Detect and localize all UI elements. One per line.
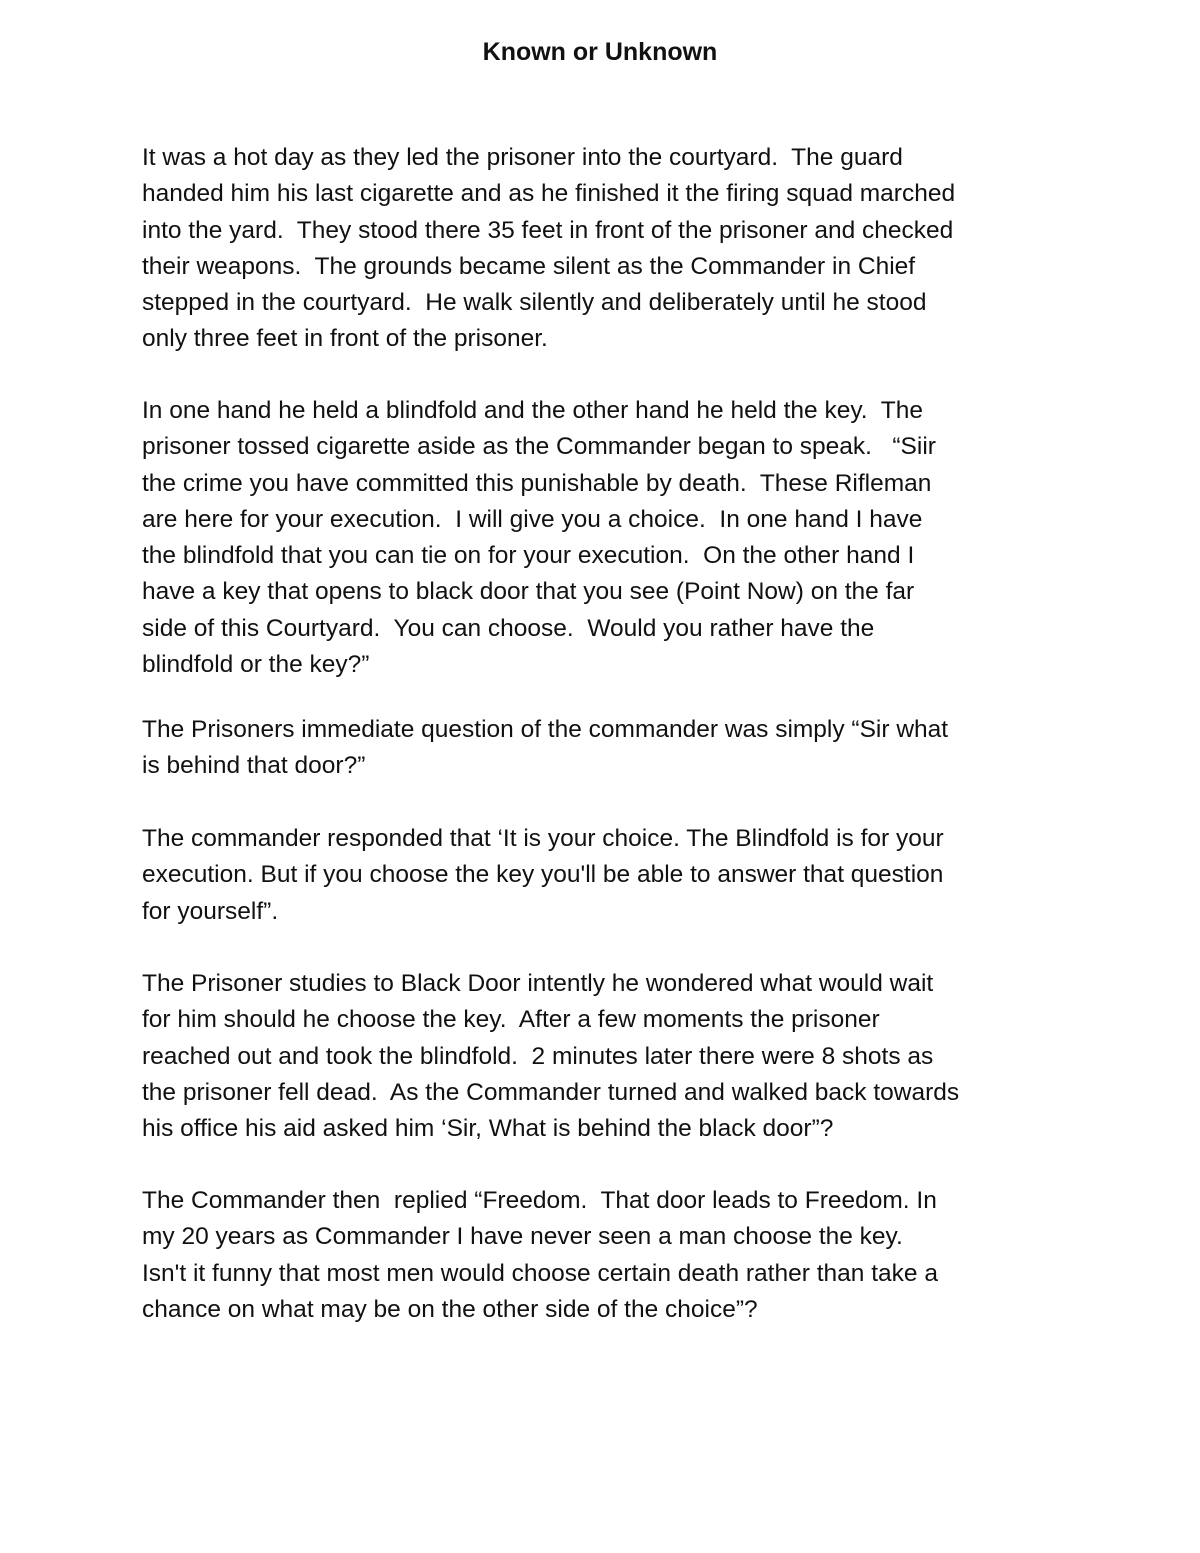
text-line: The Commander then replied “Freedom. That door leads to Freedom. In [142,1187,937,1214]
text-line: reached out and took the blindfold. 2 minutes later there were 8 shots as [142,1042,934,1070]
text-line: the prisoner fell dead. As the Commander turned and walked back towards [142,1078,960,1106]
text-line: his office his aid asked him ‘Sir, What is behind the black door”? [142,1115,834,1143]
text-line: The commander responded that ‘It is your choice. The Blindfold is for your [142,825,944,852]
text-line: is behind that door?” [142,752,366,780]
text-line: have a key that opens to black door that you see (Point Now) on the far [142,578,915,606]
text-line: for yourself”. [142,897,279,925]
paragraph-5 [142,966,1102,1147]
text-line: In one hand he held a blindfold and the other hand he held the key. The [142,397,923,424]
text-line: handed him his last cigarette and as he finished it the firing squad marched [142,180,956,208]
text-line: the crime you have committed this punishable by death. These Rifleman [142,469,932,497]
paragraph-6 [142,1183,1102,1328]
text-line: execution. But if you choose the key you'll be able to answer that question [142,861,944,889]
text-line: only three feet in front of the prisoner. [142,325,548,353]
document-title: Known or Unknown [482,38,718,66]
text-line: my 20 years as Commander I have never seen a man choose the key. [142,1223,903,1251]
text-line: chance on what may be on the other side of the choice”? [142,1295,758,1323]
text-line: side of this Courtyard. You can choose. Would you rather have the [142,614,875,642]
text-line: into the yard. They stood there 35 feet in front of the prisoner and checked [142,216,954,244]
text-line: for him should he choose the key. After a few moments the prisoner [142,1006,880,1034]
text-line: Isn't it funny that most men would choose certain death rather than take a [142,1259,938,1287]
text-line: prisoner tossed cigarette aside as the Commander began to speak. “Siir [142,433,936,461]
text-line: their weapons. The grounds became silent as the Commander in Chief [142,252,916,280]
text-line: The Prisoners immediate question of the commander was simply “Sir what [142,716,949,743]
text-line: blindfold or the key?” [142,651,370,679]
text-line: The Prisoner studies to Black Door intently he wondered what would wait [142,970,934,997]
text-line: the blindfold that you can tie on for your execution. On the other hand I [142,542,915,570]
text-line: are here for your execution. I will give you a choice. In one hand I have [142,505,923,533]
paragraph-4 [142,821,1102,930]
text-line: stepped in the courtyard. He walk silently and deliberately until he stood [142,289,927,317]
paragraph-2 [142,393,1102,683]
paragraph-1 [142,140,1102,358]
paragraph-3 [142,712,1102,785]
text-line: It was a hot day as they led the prisoner into the courtyard. The guard [142,144,903,171]
